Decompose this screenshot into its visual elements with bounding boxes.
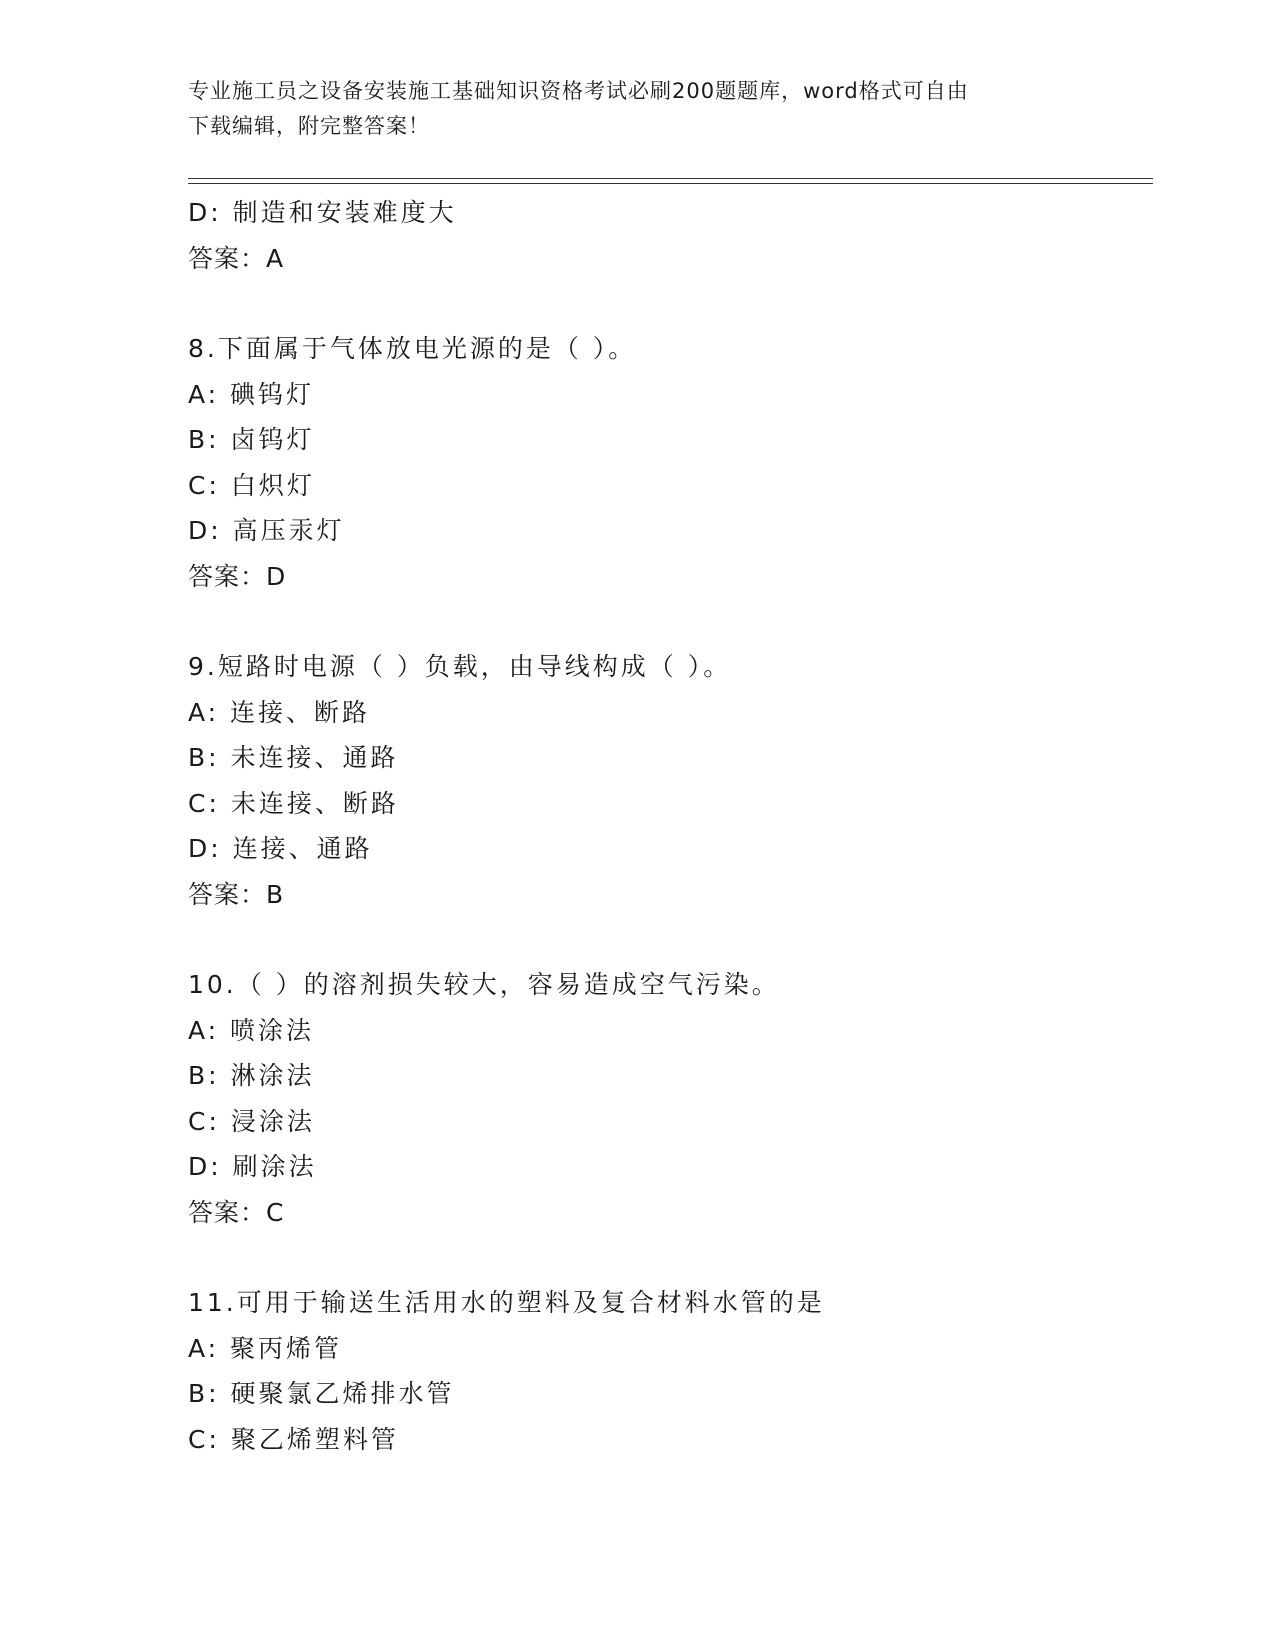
question-block-10: [188, 962, 1148, 1235]
option-a: A: 连接、断路: [188, 697, 371, 727]
header-divider-top: [188, 178, 1153, 179]
question-block-8: [188, 326, 1148, 599]
option-a: A: 喷涂法: [188, 1015, 315, 1045]
option-d: D: 高压汞灯: [188, 516, 345, 545]
option-c: C: 白炽灯: [188, 470, 315, 500]
answer-line: 答案：D: [188, 561, 287, 591]
option-a: A: 聚丙烯管: [188, 1333, 343, 1363]
question-list: [188, 190, 1148, 1462]
question-block-9: [188, 644, 1148, 917]
question-text: 10.（ ）的溶剂损失较大，容易造成空气污染。: [188, 970, 780, 999]
option-c: C: 浸涂法: [188, 1106, 315, 1136]
question-text: 8.下面属于气体放电光源的是（ ）。: [188, 334, 637, 363]
question-block-7: [188, 190, 1148, 281]
option-a: A: 碘钨灯: [188, 379, 315, 409]
option-c: C: 聚乙烯塑料管: [188, 1424, 399, 1454]
header-line-1: 专业施工员之设备安装施工基础知识资格考试必刷200题题库，word格式可自由: [188, 79, 969, 103]
document-header: [188, 74, 1088, 144]
option-b: B: 未连接、通路: [188, 743, 399, 772]
option-b: B: 卤钨灯: [188, 425, 315, 454]
option-d: D: 刷涂法: [188, 1152, 317, 1181]
header-line-2: 下载编辑，附完整答案！: [188, 114, 430, 138]
answer-line: 答案：A: [188, 243, 285, 273]
option-d: D: 连接、通路: [188, 834, 373, 863]
option-d: D: 制造和安装难度大: [188, 198, 457, 227]
answer-line: 答案：B: [188, 879, 285, 909]
question-text: 11.可用于输送生活用水的塑料及复合材料水管的是: [188, 1288, 825, 1317]
header-divider-bottom: [188, 183, 1153, 184]
option-c: C: 未连接、断路: [188, 788, 399, 818]
question-text: 9.短路时电源（ ）负载，由导线构成（ ）。: [188, 652, 732, 681]
option-b: B: 淋涂法: [188, 1061, 315, 1090]
option-b: B: 硬聚氯乙烯排水管: [188, 1379, 455, 1408]
question-block-11: [188, 1280, 1148, 1462]
answer-line: 答案：C: [188, 1197, 285, 1227]
